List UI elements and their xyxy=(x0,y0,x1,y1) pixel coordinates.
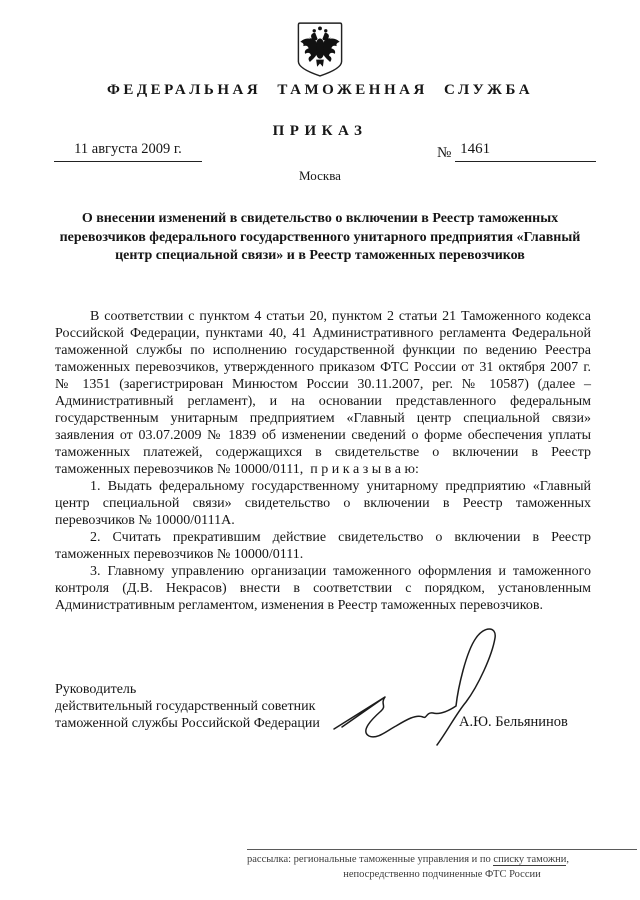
document-number-field xyxy=(437,141,596,162)
signer-position-line: таможенной службы Российской Федерации xyxy=(55,716,320,731)
footer-divider xyxy=(247,849,637,850)
intro-paragraph xyxy=(55,308,591,478)
document-body xyxy=(55,308,591,614)
number-sign-label: № xyxy=(437,145,452,161)
document-date: 11 августа 2009 г. xyxy=(54,141,202,162)
distribution-comma: , xyxy=(566,854,569,865)
intro-text: В соответствии с пунктом 4 статьи 20, пунктом 2 статьи 21 Таможенного кодекса Российской Федерации, пунктами 40, 41 Административного регламента Федеральной таможенной службы по исполнению государственной функции по ведению Реестра таможенных перевозчиков, утвержденного приказом ФТС России от 31 октября 2007 г. № 1351 (зарегистрирован Минюстом России 30.11.2007, рег. № 10587) (далее – Административный регламент), и на основании представленного федеральным государственным унитарным предприятием «Главный центр специальной связи» заявления от 03.07.2009 № 1839 об изменении сведений о форме обеспечения уплаты таможенных платежей, содержащихся в свидетельстве о включении в Реестр таможенных перевозчиков № 10000/0111, xyxy=(55,309,591,477)
distribution-footer xyxy=(247,849,637,882)
document-title: О внесении изменений в свидетельство о включении в Реестр таможенных перевозчиков федерального государственного унитарного предприятия «Главный центр специальной связи» и в Реестр таможенных перевозчиков xyxy=(59,211,581,263)
date-number-row xyxy=(0,141,640,165)
signer-position-line: Руководитель xyxy=(55,682,137,697)
signature-block xyxy=(55,681,591,741)
signer-position-line: действительный государственный советник xyxy=(55,699,316,714)
distribution-line-2: непосредственно подчиненные ФТС России xyxy=(343,869,541,880)
document-number: 1461 xyxy=(455,141,596,162)
distribution-underlined-text: списку таможни xyxy=(493,854,567,865)
order-item-1: 1. Выдать федеральному государственному унитарному предприятию «Главный центр специальной связи» свидетельство о включении в Реестр таможенных перевозчиков № 10000/0111А. xyxy=(55,479,591,528)
signer-name: А.Ю. Бельянинов xyxy=(459,714,568,730)
city-label: Москва xyxy=(299,168,341,183)
agency-name: ФЕДЕРАЛЬНАЯ ТАМОЖЕННАЯ СЛУЖБА xyxy=(106,82,534,98)
distribution-line-1 xyxy=(247,852,637,867)
coat-of-arms-icon xyxy=(0,21,640,84)
document-type-heading: ПРИКАЗ xyxy=(272,123,368,139)
order-word: п р и к а з ы в а ю: xyxy=(310,462,419,477)
order-item-3: 3. Главному управлению организации таможенного оформления и таможенного контроля (Д.В. Некрасов) внести в соответствии с порядком, установленным Административным регламентом, изменения в Реестр таможенных перевозчиков. xyxy=(55,564,591,613)
order-item-2: 2. Считать прекратившим действие свидетельство о включении в Реестр таможенных перевозчиков № 10000/0111. xyxy=(55,530,591,562)
distribution-text: рассылка: региональные таможенные управления и по xyxy=(247,854,494,865)
